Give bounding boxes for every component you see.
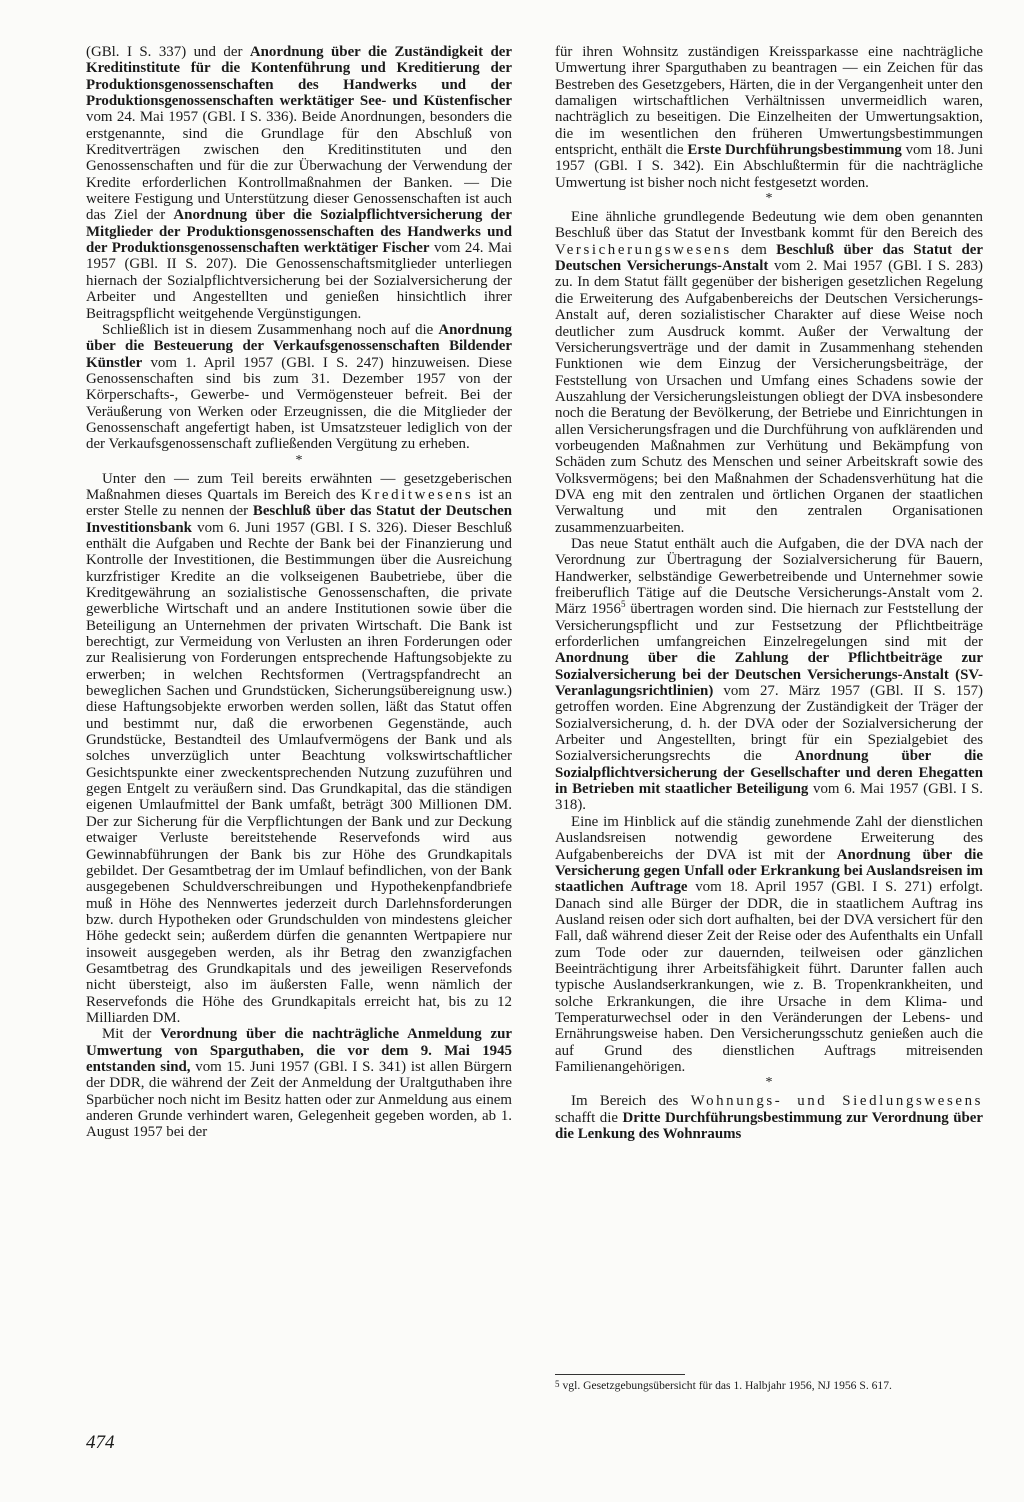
- section-separator: *: [295, 452, 303, 468]
- page-number: 474: [86, 1432, 115, 1453]
- paragraph: [86, 44, 512, 322]
- spaced-term: Versicherungswesens: [555, 241, 732, 258]
- paragraph: [555, 209, 983, 536]
- bold-title: Erste Durchführungsbestimmung: [687, 142, 902, 159]
- bold-title: Anordnung über die Zuständigkeit der Kreditinstitute für die Kontenführung und Kreditierung der Produktionsgenossenschaften des Handwerks und der Produktionsgenossenschaften werktätiger See- und Küstenfischer: [86, 44, 512, 110]
- bold-title: Dritte Durchführungsbestimmung zur Verordnung über die Lenkung des Wohnraums: [555, 1109, 983, 1142]
- text-run: Im Bereich des: [571, 1093, 691, 1110]
- bold-title: Anordnung über die Versicherung gegen Unfall oder Erkrankung bei Auslandsreisen im staatlichen Auftrage: [555, 846, 983, 896]
- bold-title: Anordnung über die Sozialpflichtversicherung der Gesellschafter und deren Ehegatten in Betrieben mit staatlicher Beteiligung: [555, 748, 983, 798]
- spaced-term: Kreditwesens: [361, 486, 474, 503]
- text-run: schafft die: [555, 1109, 623, 1126]
- paragraph: [555, 44, 983, 191]
- footnote-number: 5: [555, 1379, 560, 1389]
- text-run: vom 18. April 1957 (GBl. I S. 271) erfolgt. Danach sind alle Bürger der DDR, die in staatlichem Auftrag ins Ausland reisen oder sich dort aufhalten, bei der DVA versichert für den Fall, daß während dieser Zeit der Reise oder des Aufenthalts ein Unfall zum Tode oder zur dauernden, teilweisen oder gänzlichen Beeinträchtigung ihrer Arbeitsfähigkeit führt. Darunter fallen auch typische Auslandserkrankungen, wie z. B. Tropenkrankheiten, und solche Erkrankungen, die ihre Ursache in dem Klima- und Temperaturwechsel oder in den Veränderungen der Lebens- und Ernährungsweise haben. Den Versicherungsschutz genießen auch die auf Grund des dienstlichen Auftrags mitreisenden Familienangehörigen.: [555, 879, 983, 1075]
- text-run: (GBl. I S. 337) und der: [86, 44, 250, 60]
- paragraph: [555, 536, 983, 814]
- paragraph: [86, 1026, 512, 1140]
- paragraph: [555, 1093, 983, 1142]
- text-run: dem: [731, 241, 777, 258]
- text-run: Schließlich ist in diesem Zusammenhang noch auf die: [102, 321, 439, 338]
- text-run: Mit der: [102, 1026, 161, 1043]
- text-run: Das neue Statut enthält auch die Aufgaben, die der DVA nach der Verordnung zur Übertragung der Sozialversicherung für Bauern, Handwerker, selbständige Gewerbetreibende und Unternehmer sowie freiberuflich Tätige auf die Deutsche Versicherungs-Anstalt vom 2. März 1956: [555, 535, 983, 618]
- bold-title: Anordnung über die Sozialpflichtversicherung der Mitglieder der Produktionsgenossenschaften des Handwerks und der Produktionsgenossenschaften werktätiger Fischer: [86, 207, 512, 257]
- text-run: vom 6. Mai 1957 (GBl. I S. 318).: [555, 781, 983, 814]
- section-separator: *: [765, 1075, 773, 1091]
- text-run: vom 6. Juni 1957 (GBl. I S. 326). Dieser Beschluß enthält die Aufgaben und Rechte der Bank bei der Finanzierung und Kontrolle der Investitionen, die Bestimmungen über die Ausreichung kurzfristiger Kredite an die volkseigenen Baubetriebe, über die Kreditgewährung an sozialistische Genossenschaften, die private gewerbliche Wirtschaft und an andere Institutionen sowie über die Beteiligung an Unternehmen der privaten Wirtschaft. Die Bank ist berechtigt, zur Vermeidung von Verlusten an ihren Forderungen oder zur Realisierung von Forderungen entsprechende Haftungsobjekte zu erwerben; in welchen Rechtsformen (Vertragspfandrecht an beweglichen Sachen und Grundstücken, Sicherungsübereignung usw.) diese Haftungsobjekte erworben werden sollen, läßt das Statut offen und bestimmt nur, daß die erworbenen Gegenstände, auch Grundstücke, Bestandteil des Umlaufvermögens der Bank und als solches unverzüglich unter Beachtung volkswirtschaftlicher Gesichtspunkte einer zweckentsprechenden Nutzung zuzuführen und gegen Entgelt zu veräußern sind. Das Grundkapital, das die ständigen eigenen Umlaufmittel der Bank umfaßt, beträgt 300 Millionen DM. Der zur Sicherung für die Verpflichtungen der Bank und zur Deckung etwaiger Verluste bereitstehende Reservefonds wird aus Gewinnabführungen der Bank bis zur Höhe des Grundkapitals gebildet. Der Gesamtbetrag der im Umlauf befindlichen, von der Bank ausgegebenen Schuldverschreibungen und Hypothekenpfandbriefe muß in Höhe des Nennwertes jederzeit durch Darlehnsforderungen bzw. durch Hypotheken oder Grundschulden von mindestens gleicher Höhe gedeckt sein; außerdem dürfen die genannten Wertpapiere nur insoweit ausgegeben werden, als ihr Betrag den zwanzigfachen Gesamtbetrag des Grundkapitals und des jeweiligen Reservefonds nicht übersteigt, also im äußersten Falle, wenn nämlich der Reservefonds die Höhe des Grundkapitals erreicht hat, bis zu 12 Milliarden DM.: [86, 519, 512, 1026]
- text-run: übertragen worden sind. Die hiernach zur Feststellung der Versicherungspflicht und zur Festsetzung der Pflichtbeiträge erforderlichen umfangreichen Einzelregelungen sind mit der: [555, 601, 983, 651]
- text-run: vom 15. Juni 1957 (GBl. I S. 341) ist allen Bürgern der DDR, die während der Zeit der Anmeldung der Uraltguthaben ihre Sparbücher noch nicht im Besitz hatten oder zur Anmeldung aus einem anderen Grunde verhindert waren, Gelegenheit gegeben worden, ab 1. August 1957 bei der: [86, 1058, 512, 1141]
- spaced-term: Wohnungs- und Siedlungswesens: [690, 1093, 984, 1110]
- text-run: vom 18. Juni 1957 (GBl. I S. 342). Ein Abschlußtermin für die nachträgliche Umwertung ist bisher noch nicht festgesetzt worden.: [555, 142, 983, 191]
- paragraph: [555, 814, 983, 1076]
- footnote-divider: [555, 1374, 685, 1375]
- bold-title: Verordnung über die nachträgliche Anmeldung zur Umwertung von Sparguthaben, die vor dem 9. Mai 1945 entstanden sind,: [86, 1026, 512, 1075]
- text-run: ist an erster Stelle zu nennen der: [86, 486, 512, 520]
- bold-title: Beschluß über das Statut der Deutschen Investitionsbank: [86, 503, 512, 536]
- text-run: für ihren Wohnsitz zuständigen Kreissparkasse eine nachträgliche Umwertung ihrer Sparguthaben zu beantragen — ein Zeichen für das Bestreben des Gesetzgebers, Härten, die in der Vergangenheit unter den damaligen wirtschaftlichen Verhältnissen unvermeidlich waren, nachträglich zu beseitigen. Die Einzelheiten der Umwertungsaktion, die im wesentlichen den früheren Umwertungsbestimmungen entspricht, enthält die: [555, 44, 983, 159]
- text-run: vom 24. Mai 1957 (GBl. I S. 336). Beide Anordnungen, besonders die erstgenannte, sind die Grundlage für den Abschluß von Kreditverträgen zwischen den Kreditinstituten und den Genossenschaften und für die zur Überwachung der Verwendung der Kredite erforderlichen Kontrollmaßnahmen der Banken. — Die weitere Festigung und Unterstützung dieser Genossenschaften ist auch das Ziel der: [86, 109, 512, 224]
- text-run: Eine im Hinblick auf die ständig zunehmende Zahl der dienstlichen Auslandsreisen notwendig gewordene Erweiterung des Aufgabenbereichs der DVA ist mit der: [555, 813, 983, 863]
- bold-title: Beschluß über das Statut der Deutschen Versicherungs-Anstalt: [555, 241, 983, 275]
- footnote-text: vgl. Gesetzgebungsübersicht für das 1. Halbjahr 1956, NJ 1956 S. 617.: [562, 1379, 892, 1392]
- text-run: Eine ähnliche grundlegende Bedeutung wie dem oben genannten Beschluß über das Statut der Investbank kommt für den Bereich des: [555, 209, 983, 242]
- section-separator: *: [765, 191, 773, 207]
- left-column: [86, 44, 512, 1141]
- text-run: vom 2. Mai 1957 (GBl. I S. 283) zu. In dem Statut fällt gegenüber der bisherigen gesetzlichen Regelung die Erweiterung des Aufgabenbereichs der Deutschen Versicherungs-Anstalt auf, deren sozialistischer Charakter auf diese Weise noch deutlicher zum Ausdruck kommt. Außer der Verwaltung der Versicherungsverträge und der damit in Zusammenhang stehenden Funktionen wie dem Einzug der Versicherungsbeiträge, der Feststellung von Ursachen und Umfang eines Schadens sowie der Auszahlung der Versicherungsleistungen obliegt der DVA insbesondere noch die Beratung der Bevölkerung, der Betriebe und Einrichtungen in allen Versicherungsfragen und die Durchführung von aufklärenden und vorbeugenden Maßnahmen zur Verhütung und Bekämpfung von Schäden zum Schutz des Menschen und seiner Arbeitskraft sowie des Volksvermögens; bei den Maßnahmen der Schadensverhütung hat die DVA eng mit den zentralen und örtlichen Organen der staatlichen Verwaltung und mit den zentralen Organisationen zusammenzuarbeiten.: [555, 258, 984, 536]
- text-run: Unter den — zum Teil bereits erwähnten — gesetzgeberischen Maßnahmen dieses Quartals im Bereich des: [86, 470, 512, 503]
- text-run: vom 27. März 1957 (GBl. II S. 157) getroffen worden. Eine Abgrenzung der Zuständigkeit der Träger der Sozialversicherung, d. h. der DVA oder der Sozialversicherung der Arbeiter und Angestellten, bringt für ein Spezialgebiet des Sozialversicherungsrechts die: [555, 683, 983, 765]
- text-run: vom 24. Mai 1957 (GBl. II S. 207). Die Genossenschaftsmitglieder unterliegen hiernach der Sozialpflichtversicherung bei der Sozialversicherung der Arbeiter und Angestellten und genießen hinsichtlich ihrer Beitragspflicht weitgehende Vergünstigungen.: [86, 240, 512, 322]
- footnote: [555, 1378, 983, 1392]
- footnote-ref: 5: [620, 599, 626, 610]
- text-run: vom 1. April 1957 (GBl. I S. 247) hinzuweisen. Diese Genossenschaften sind bis zum 31. Dezember 1957 von der Körperschafts-, Gewerbe- und Vermögensteuer befreit. Bei der Veräußerung von Werken oder Erzeugnissen, die die Mitglieder der Genossenschaft angefertigt haben, ist Umsatzsteuer lediglich von der der Verkaufsgenossenschaft zufließenden Vergütung zu erheben.: [86, 354, 512, 453]
- paragraph: [86, 322, 512, 453]
- bold-title: Anordnung über die Besteuerung der Verkaufsgenossenschaften Bildender Künstler: [86, 321, 512, 371]
- right-column: [555, 44, 983, 1142]
- paragraph: [86, 471, 512, 1027]
- bold-title: Anordnung über die Zahlung der Pflichtbeiträge zur Sozialversicherung bei der Deutschen Versicherungs-Anstalt (SV-Veranlagungsrichtlinien): [555, 650, 983, 700]
